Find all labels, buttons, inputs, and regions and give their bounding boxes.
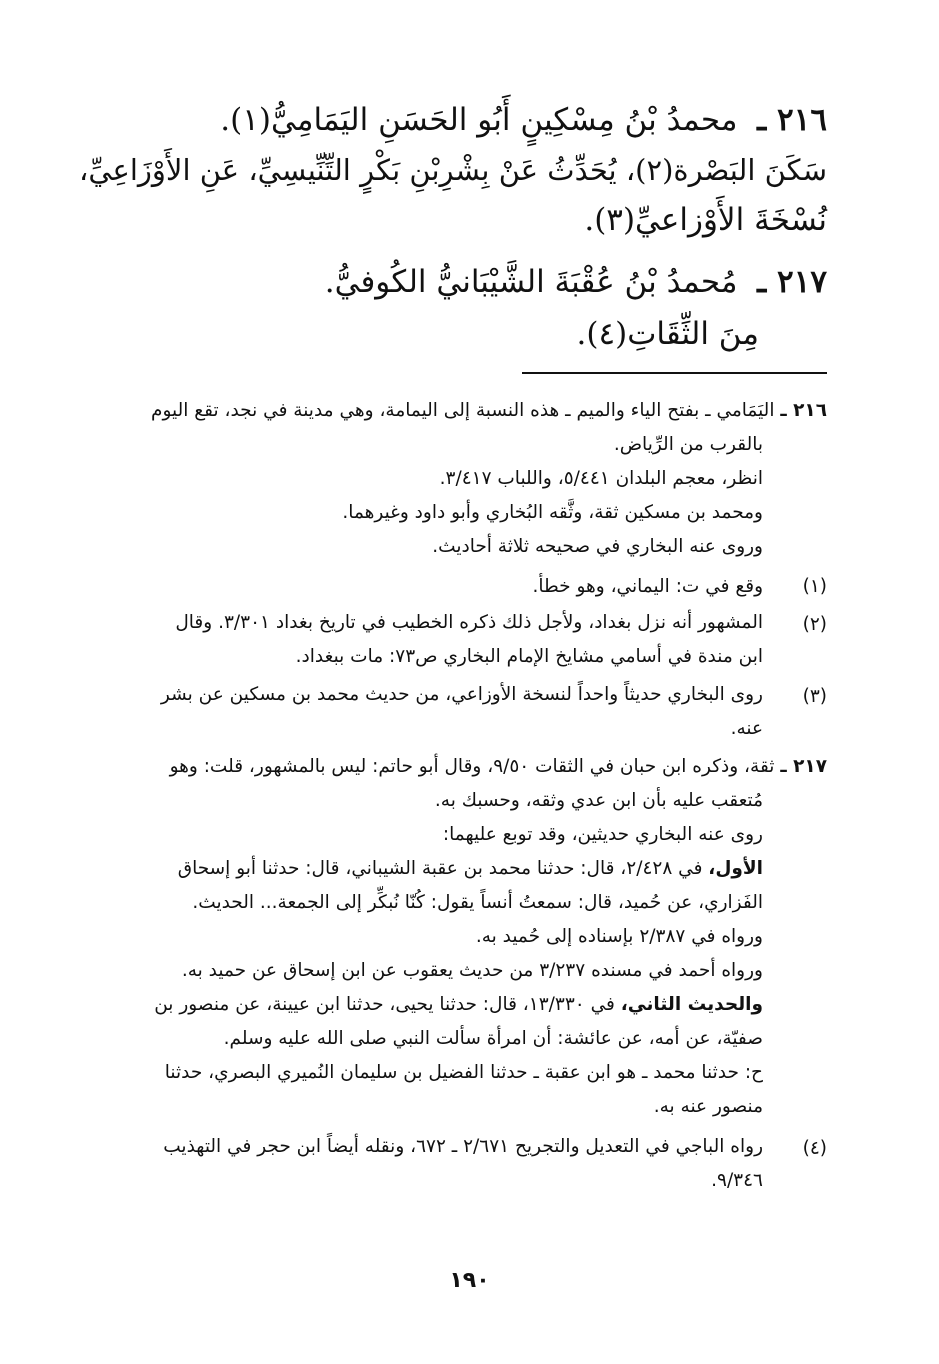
note-217-line2: مُتعقب عليه بأن ابن عدي وثقه، وحسبك به. (434, 790, 763, 811)
footnote-separator (522, 372, 827, 374)
footnote-4-line2: ٩/٣٤٦. (711, 1170, 763, 1191)
footnote-3-marker: (٣) (802, 686, 827, 707)
note-216-line5: وروى عنه البخاري في صحيحه ثلاثة أحاديث. (432, 536, 763, 557)
note-217-line10: ح: حدثنا محمد ـ هو ابن عقبة ـ حدثنا الفضيل بن سليمان النُميري البصري، حدثنا (164, 1062, 763, 1083)
footnote-3-line2: عنه. (730, 718, 763, 739)
footnote-4-line1: رواه الباجي في التعديل والتجريح ٢/٦٧١ ـ ٦٧٢، ونقله أيضاً ابن حجر في التهذيب (163, 1136, 763, 1157)
note-217-line7: ورواه أحمد في مسنده ٣/٢٣٧ من حديث يعقوب عن ابن إسحاق عن حميد به. (181, 960, 763, 981)
entry-217-title: مُحمدُ بْنُ عُقْبَةَ الشَّيْبَانيُّ الكُوفيُّ. (324, 264, 738, 300)
note-216-line2: بالقرب من الرِّياض. (613, 434, 763, 455)
footnote-2-line1: المشهور أنه نزل بغداد، ولأجل ذلك ذكره الخطيب في تاريخ بغداد ٣/٣٠١. وقال (175, 612, 763, 633)
footnote-2-line2: ابن مندة في أسامي مشايخ الإمام البخاري ص٧٣: مات ببغداد. (295, 646, 763, 667)
note-216-number: ٢١٦ ـ (780, 400, 827, 421)
note-216-line1 (151, 398, 827, 424)
first-hadith-label: الأول، (708, 858, 763, 879)
entry-216-number: ٢١٦ ـ (757, 102, 827, 138)
entry-217-heading (325, 262, 827, 302)
note-216-text: اليَمَامي ـ بفتح الياء والميم ـ هذه النسبة إلى اليمامة، وهي مدينة في نجد، تقع اليوم (151, 400, 775, 421)
note-217-second-hadith (154, 992, 763, 1018)
entry-217-text-line1: مِنَ الثِّقَاتِ(٤). (576, 316, 759, 352)
entry-216-text-line2: نُسْخَةَ الأَوْزاعيِّ(٣). (584, 202, 827, 238)
second-hadith-text: في ١٣/٣٣٠، قال: حدثنا يحيى، حدثنا ابن عيينة، عن منصور بن (154, 994, 621, 1015)
second-hadith-label: والحديث الثاني، (620, 994, 763, 1015)
note-216-line4: ومحمد بن مسكين ثقة، وثَّقه البُخاري وأبو داود وغيرهما. (342, 502, 763, 523)
footnote-1-marker: (١) (802, 576, 827, 597)
footnote-3-line1: روى البخاري حديثاً واحداً لنسخة الأوزاعي، من حديث محمد بن مسكين عن بشر (160, 684, 763, 705)
entry-216-heading (220, 100, 827, 140)
entry-216-text-line1: سَكَنَ البَصْرة(٢)، يُحَدِّثُ عَنْ بِشْرِبْنِ بَكْرٍ التِّنِّيسِيِّ، عَنِ الأَوْزَاعِيِّ، (79, 153, 827, 187)
footnote-1-line1: وقع في ت: اليماني، وهو خطأ. (532, 576, 763, 597)
note-217-line11: منصور عنه به. (653, 1096, 763, 1117)
note-217-line1 (170, 754, 827, 780)
entry-216-title: محمدُ بْنُ مِسْكِينٍ أَبُو الحَسَنِ اليَمَامِيُّ(١). (220, 102, 738, 138)
note-217-line5: الفَزاري، عن حُميد، قال: سمعتُ أنساً يقول: كُنّا نُبكِّر إلى الجمعة... الحديث. (192, 892, 763, 913)
note-217-first-hadith (178, 856, 763, 882)
note-217-text: ثقة، وذكره ابن حبان في الثقات ٩/٥٠، وقال أبو حاتم: ليس بالمشهور، قلت: وهو (169, 756, 775, 777)
page-number: ١٩٠ (449, 1268, 490, 1293)
note-216-line3: انظر، معجم البلدان ٥/٤٤١، واللباب ٣/٤١٧. (439, 468, 763, 489)
entry-217-number: ٢١٧ ـ (757, 264, 827, 300)
note-217-line9: صفيّة، عن أمه، عن عائشة: أن امرأة سألت النبي صلى الله عليه وسلم. (223, 1028, 763, 1049)
note-217-line3: روى عنه البخاري حديثين، وقد توبع عليهما: (442, 824, 763, 845)
note-217-line6: ورواه في ٢/٣٨٧ بإسناده إلى حُميد به. (475, 926, 763, 947)
note-217-number: ٢١٧ ـ (780, 756, 827, 777)
first-hadith-text: في ٢/٤٢٨، قال: حدثنا محمد بن عقبة الشيباني، قال: حدثنا أبو إسحاق (177, 858, 709, 879)
footnote-2-marker: (٢) (802, 614, 827, 635)
footnote-4-marker: (٤) (802, 1138, 827, 1159)
